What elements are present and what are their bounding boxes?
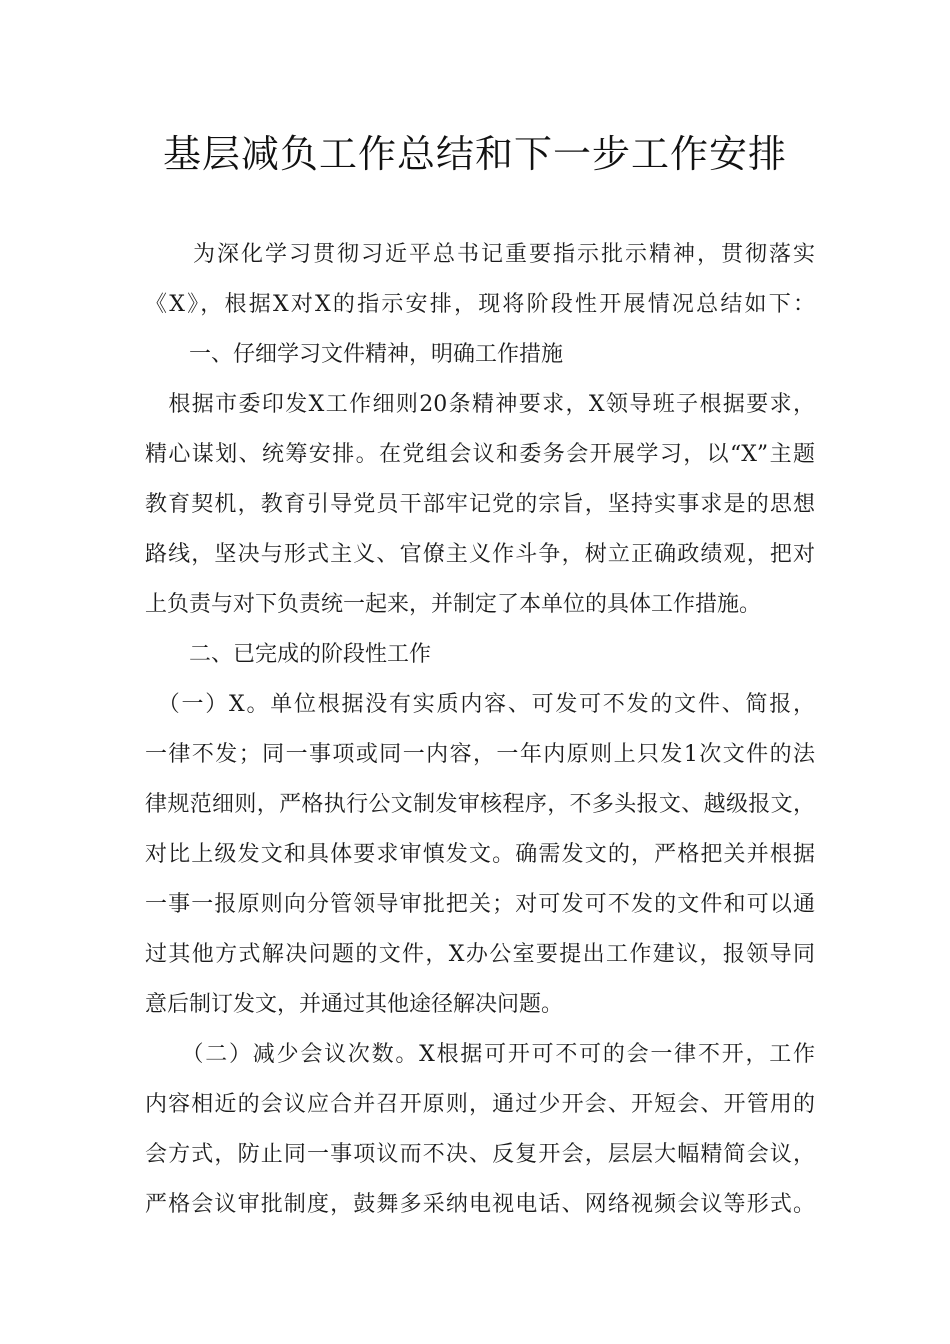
paragraph-line: 内容相近的会议应合并召开原则，通过少开会、开短会、开管用的 (145, 1092, 815, 1117)
document-body (145, 230, 815, 1230)
paragraph-line: 过其他方式解决问题的文件，X办公室要提出工作建议，报领导同 (145, 942, 815, 967)
paragraph-line: 律规范细则，严格执行公文制发审核程序，不多头报文、越级报文， (145, 792, 815, 817)
paragraph-line: 一事一报原则向分管领导审批把关；对可发可不发的文件和可以通 (145, 892, 815, 917)
paragraph-line: 意后制订发文，并通过其他途径解决问题。 (145, 992, 564, 1017)
paragraph-line: 《X》，根据X对X的指示安排，现将阶段性开展情况总结如下： (145, 292, 815, 317)
section-heading: 一、仔细学习文件精神，明确工作措施 (145, 342, 564, 367)
paragraph-line: 上负责与对下负责统一起来，并制定了本单位的具体工作措施。 (145, 592, 762, 617)
paragraph-line: 教育契机，教育引导党员干部牢记党的宗旨，坚持实事求是的思想 (145, 492, 815, 517)
paragraph-line: 对比上级发文和具体要求审慎发文。确需发文的，严格把关并根据 (145, 842, 815, 867)
paragraph-line: 会方式，防止同一事项议而不决、反复开会，层层大幅精简会议， (145, 1142, 815, 1167)
paragraph-line: 根据市委印发X工作细则20条精神要求，X领导班子根据要求， (145, 392, 815, 417)
paragraph-line: 为深化学习贯彻习近平总书记重要指示批示精神，贯彻落实 (145, 242, 815, 267)
section-heading: 二、已完成的阶段性工作 (145, 642, 432, 667)
paragraph-line: （二）减少会议次数。X根据可开可不可的会一律不开，工作 (145, 1042, 815, 1067)
paragraph-line: （一）X。单位根据没有实质内容、可发可不发的文件、简报， (145, 692, 815, 717)
document-title: 基层减负工作总结和下一步工作安排 (162, 132, 787, 176)
paragraph-line: 精心谋划、统筹安排。在党组会议和委务会开展学习，以“X”主题 (145, 442, 815, 467)
paragraph-line: 严格会议审批制度，鼓舞多采纳电视电话、网络视频会议等形式。 (145, 1192, 815, 1217)
paragraph-line: 路线，坚决与形式主义、官僚主义作斗争，树立正确政绩观，把对 (145, 542, 815, 567)
paragraph-line: 一律不发；同一事项或同一内容，一年内原则上只发1次文件的法 (145, 742, 815, 767)
